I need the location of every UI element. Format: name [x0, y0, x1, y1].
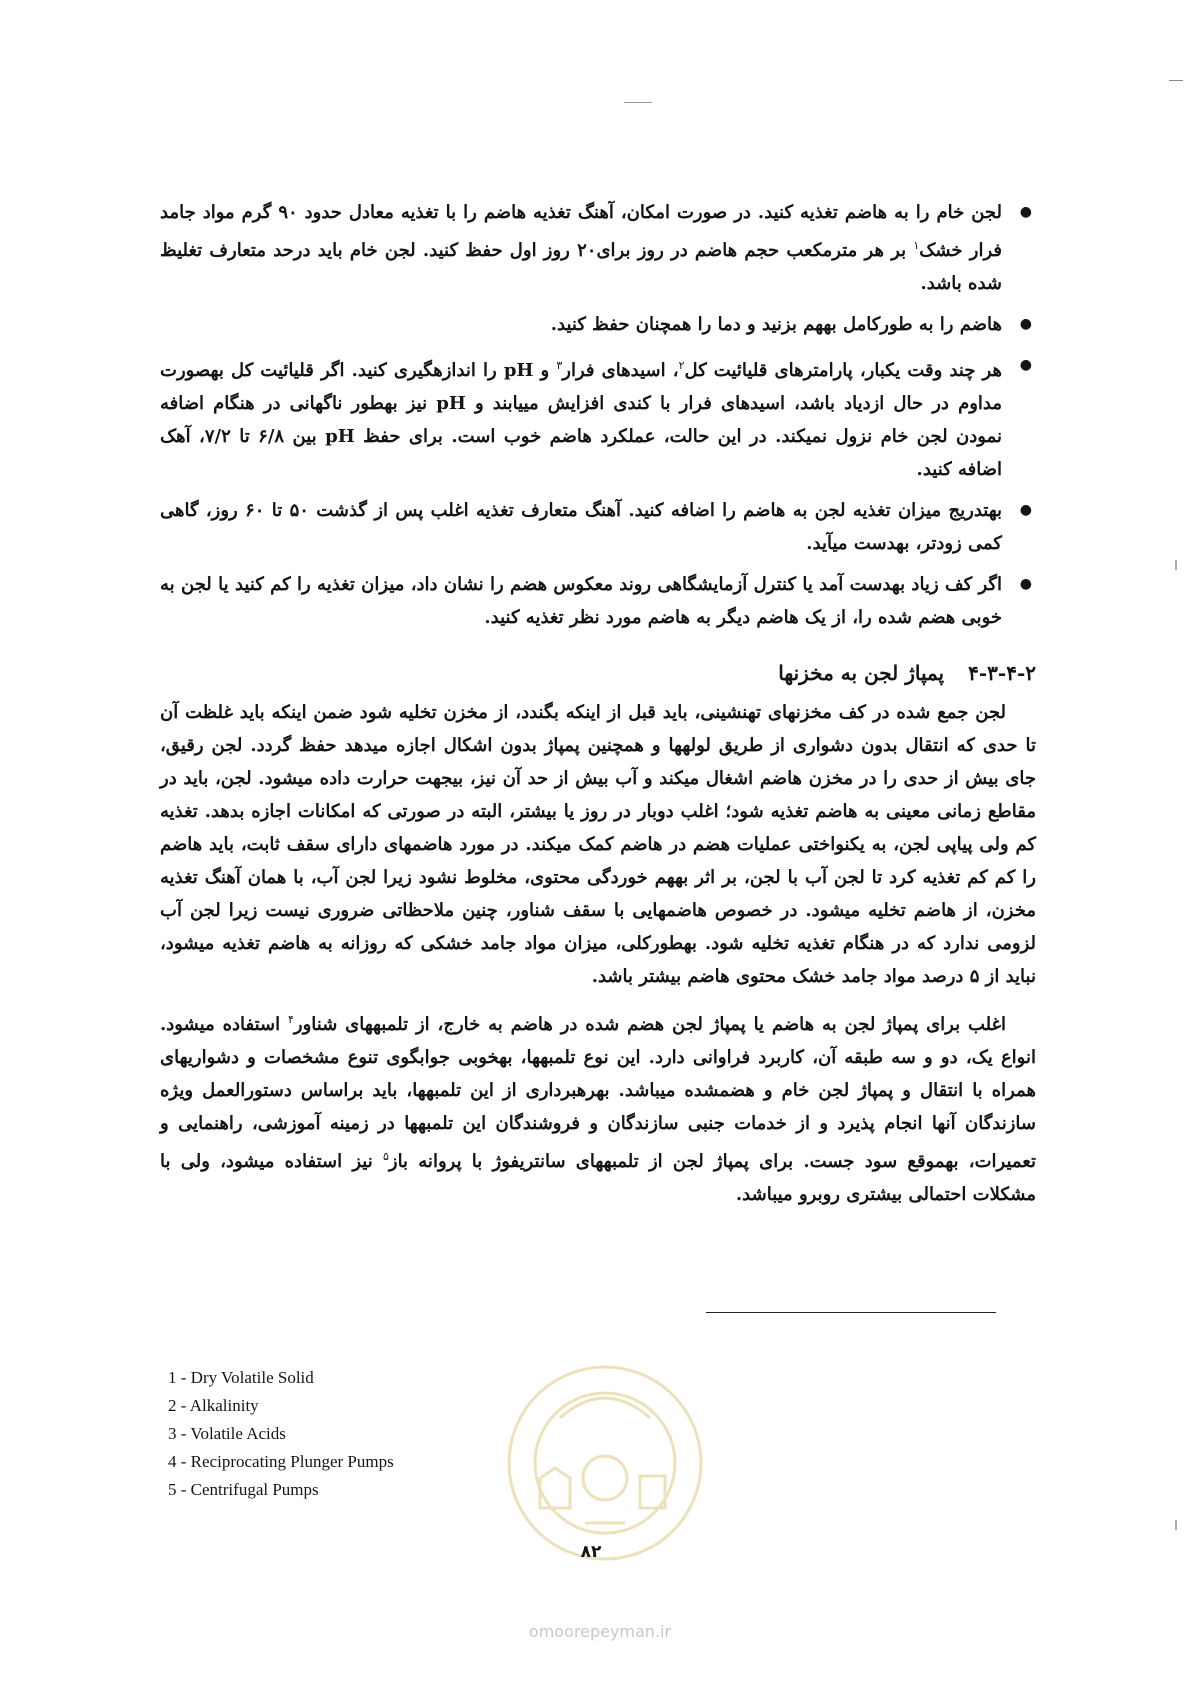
bullet-item: ● بهتدریج میزان تغذیه لجن به هاضم را اضافه کنید. آهنگ متعارف تغذیه اغلب پس از گذشت ۵۰ تا ۶۰ روز، گاهی کمی زودتر، بهدست میآید. [160, 494, 1036, 560]
footnote: 5 - Centrifugal Pumps [168, 1480, 319, 1499]
edge-scan-dot [1175, 1520, 1177, 1530]
footnote: 1 - Dry Volatile Solid [168, 1368, 314, 1387]
footnote-divider [706, 1312, 996, 1313]
page-number: ۸۲ [580, 1542, 602, 1562]
watermark-seal-icon [500, 1358, 710, 1568]
edge-scan-mark [1169, 80, 1183, 81]
bullet-item: ● هر چند وقت یکبار، پارامترهای قلیائیت کل$^۲$، اسیدهای فرار$^۳$ و pH را اندازهگیری کنید. اگر قلیائیت کل بهصورت مداوم در حال ازدیاد باشد، اسیدهای فرار با کندی افزایش مییابند و pH نیز بهطور ناگهانی در هنگام اضافه نمودن لجن خام نزول نمیکند. در این حالت، عملکرد هاضم خوب است. برای حفظ pH بین ۶/۸ تا ۷/۲، آهک اضافه کنید. [160, 349, 1036, 486]
bullet-item: ● اگر کف زیاد بهدست آمد یا کنترل آزمایشگاهی روند معکوس هضم را نشان داد، میزان تغذیه را کم کنید یا لجن به خوبی هضم شده را، از یک هاضم دیگر به هاضم مورد نظر تغذیه کنید. [160, 568, 1036, 634]
footnote: 3 - Volatile Acids [168, 1424, 286, 1443]
paragraph: اغلب برای پمپاژ لجن به هاضم یا پمپاژ لجن هضم شده در هاضم به خارج، از تلمبههای شناور$^۴$ استفاده میشود. انواع یک، دو و سه طبقه آن، کاربرد فراوانی دارد. این نوع تلمبهها، بهخوبی جوابگوی تنوع مشخصات و دشواریهای همراه با انتقال و پمپاژ لجن خام و هضمشده میباشد. بهرهبرداری از این تلمبهها، باید براساس دستورالعمل ویژه سازندگان آنها انجام پذیرد و از خدمات جنبی سازندگان و فروشندگان این تلمبهها در زمینه آموزشی، راهنمایی و تعمیرات، بهموقع سود جست. برای پمپاژ لجن از تلمبههای سانتریفوژ با پروانه باز$^۵$ نیز استفاده میشود، ولی با مشکلات احتمالی بیشتری روبرو میباشد. [160, 1013, 1036, 1205]
bullet-list [160, 196, 1036, 634]
bullet-item: ● هاضم را به طورکامل بههم بزنید و دما را همچنان حفظ کنید. [160, 308, 1036, 341]
footnote-ref: ۵ [382, 1150, 389, 1163]
footnotes [168, 1364, 394, 1504]
footnote-ref: ۳ [556, 359, 563, 372]
bullet-item: ● لجن خام را به هاضم تغذیه کنید. در صورت امکان، آهنگ تغذیه هاضم را با تغذیه معادل حدود ۹۰ گرم مواد جامد فرار خشک$^۱$ بر هر مترمکعب حجم هاضم در روز برای۲۰ روز اول حفظ کنید. لجن خام باید درحد متعارف تغلیظ شده باشد. [160, 196, 1036, 300]
section-heading [160, 656, 1036, 690]
body-text [160, 196, 1036, 1221]
site-watermark: omoorepeyman.ir [528, 1622, 672, 1641]
footnote-ref: ۱ [913, 239, 920, 252]
footnote: 4 - Reciprocating Plunger Pumps [168, 1452, 394, 1471]
paragraph: لجن جمع شده در کف مخزنهای تهنشینی، باید قبل از اینکه بگندد، از مخزن تخلیه شود ضمن اینکه باید غلظت آن تا حدی که انتقال بدون دشواری از طریق لولهها و همچنین پمپاژ بدون اشکال اجازه میدهد حفظ گردد. لجن رقیق، جای بیش از حدی را در مخزن هاضم اشغال میکند و آب بیش از حد آن نیز، بیجهت حرارت داده میشود. لجن، باید در مقاطع زمانی معینی به هاضم تغذیه شود؛ اغلب دوبار در روز یا بیشتر، البته در صورتی که امکانات اجازه بدهد. تغذیه کم ولی پیاپی لجن، به یکنواختی عملیات هضم در هاضم کمک میکند. در مورد هاضمهای دارای سقف ثابت، باید هاضم را کم کم تغذیه کرد تا لجن آب با لجن، بر اثر بههم خوردگی محتوی، مخلوط نشود زیرا لجن آب، با همان آهنگ تغذیه مخزن، از هاضم تخلیه میشود. در خصوص هاضمهایی با سقف شناور، چنین ملاحظاتی ضروری نیست زیرا لجن آب لزومی ندارد که در هنگام تغذیه تخلیه شود. بهطورکلی، میزان مواد جامد خشکی که روزانه به هاضم تغذیه میشود، نباید از ۵ درصد مواد جامد خشک محتوی هاضم بیشتر باشد. [160, 702, 1036, 987]
edge-scan-dot [1175, 560, 1177, 570]
section-title: پمپاژ لجن به مخزنها [778, 661, 945, 685]
footnote-ref: ۴ [287, 1013, 294, 1026]
footnote: 2 - Alkalinity [168, 1396, 259, 1415]
top-scan-mark [624, 102, 652, 103]
section-number: ۴-۳-۴-۲ [968, 661, 1036, 685]
footnote-ref: ۲ [678, 359, 685, 372]
